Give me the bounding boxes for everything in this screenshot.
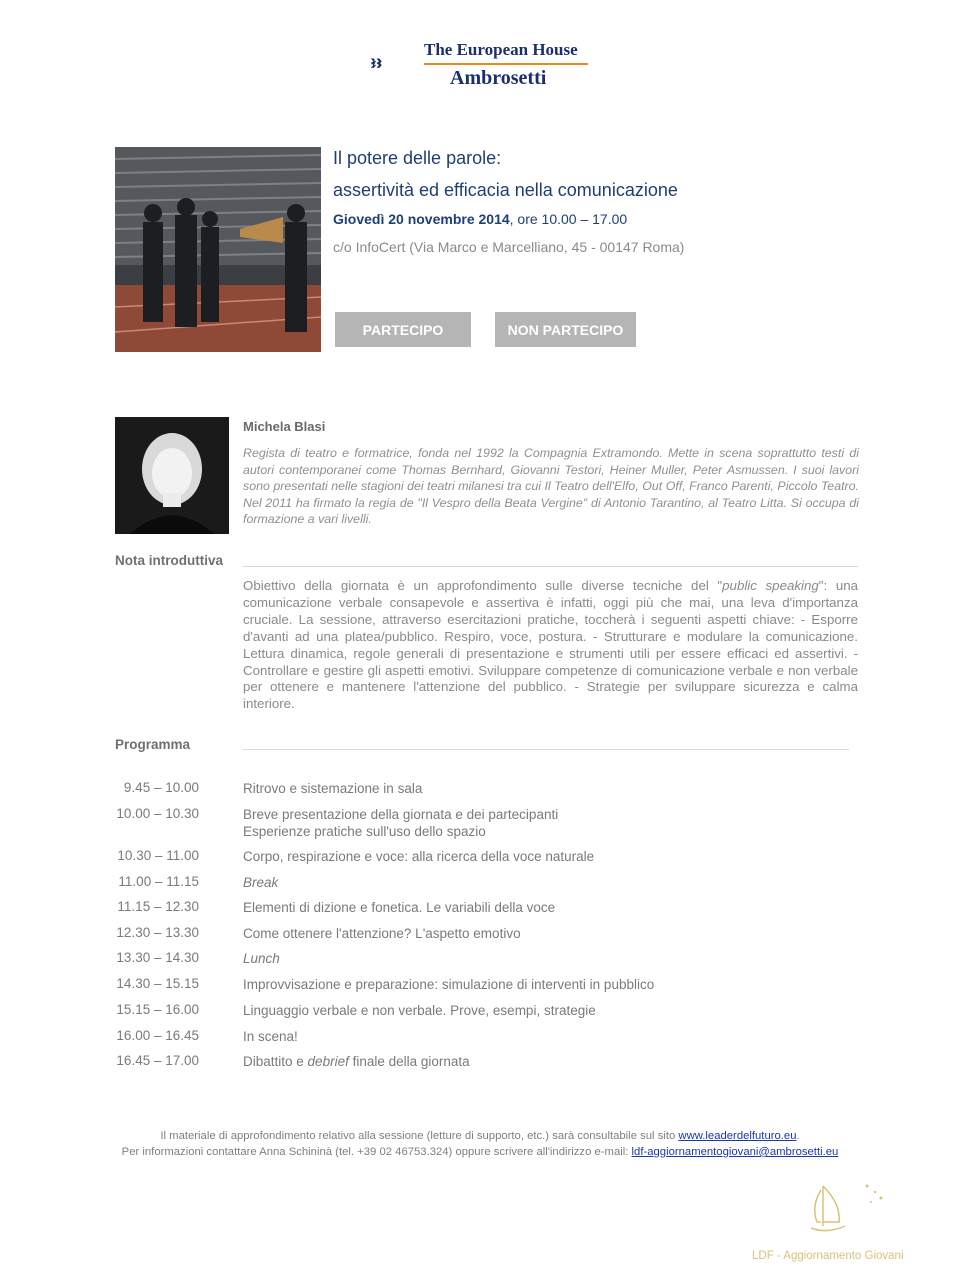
participate-button[interactable]: PARTECIPO [335, 312, 471, 347]
intro-divider [243, 566, 858, 567]
program-time: 16.45 – 17.00 [116, 1053, 199, 1068]
intro-text [243, 578, 858, 713]
email-link[interactable]: ldf-aggiornamentogiovani@ambrosetti.eu [631, 1146, 839, 1158]
hero-megaphone-image [115, 147, 321, 352]
event-title-line1: Il potere delle parole: [333, 148, 502, 168]
ambrosetti-logo-icon [370, 38, 424, 88]
program-activity: Improvvisazione e preparazione: simulazione di interventi in pubblico [243, 977, 655, 992]
intro-section-label: Nota introduttiva [115, 553, 223, 568]
event-time: , ore 10.00 – 17.00 [509, 211, 628, 227]
footer-line1-text: Il materiale di approfondimento relativo alla sessione (letture di supporto, etc.) sarà consultabile sul sito [160, 1130, 679, 1142]
program-time: 11.00 – 11.15 [118, 874, 199, 889]
program-time: 15.15 – 16.00 [116, 1002, 199, 1017]
program-activity [243, 1053, 470, 1070]
program-section-label: Programma [115, 737, 191, 752]
program-activity: Come ottenere l'attenzione? L'aspetto emotivo [243, 926, 521, 941]
program-divider [243, 749, 849, 750]
website-link[interactable]: www.leaderdelfuturo.eu [678, 1130, 797, 1142]
program-time: 13.30 – 14.30 [116, 950, 199, 965]
program-activity: Linguaggio verbale e non verbale. Prove, esempi, strategie [243, 1003, 596, 1018]
program-time: 11.15 – 12.30 [117, 899, 199, 914]
program-activity-line1: Breve presentazione della giornata e dei partecipanti [243, 807, 559, 822]
sailboat-logo-icon [805, 1178, 885, 1244]
event-date [333, 211, 627, 227]
intro-text-italic: public speaking [722, 578, 819, 593]
event-venue: c/o InfoCert (Via Marco e Marcelliano, 45 - 00147 Roma) [333, 239, 685, 255]
speaker-bio: Regista di teatro e formatrice, fonda nel 1992 la Compagnia Extramondo. Mette in scena soprattutto testi di autori contemporanei come Thomas Bernhard, Giovanni Testori, Heiner Muller, Peter Asmussen. I suoi lavori sono presentati nelle stagioni dei teatri milanesi tra cui Il Teatro dell'Elfo, Out Off, Franco Parenti, Piccolo Teatro. Nel 2011 ha firmato la regia de "Il Vespro della Beata Vergine" di Antonio Tarantino, al Teatro Litta. Si occupa di formazione a vari livelli. [243, 446, 859, 527]
program-activity: In scena! [243, 1029, 298, 1044]
logo-subtitle: Ambrosetti [450, 67, 547, 89]
event-date-bold: Giovedì 20 novembre 2014 [333, 211, 510, 227]
program-activity: Lunch [243, 951, 280, 966]
program-activity: Elementi di dizione e fonetica. Le variabili della voce [243, 900, 556, 915]
speaker-portrait-image [115, 417, 229, 534]
event-title-line2: assertività ed efficacia nella comunicazione [333, 180, 678, 200]
intro-text-start: Obiettivo della giornata è un approfondimento sulle diverse tecniche del " [243, 578, 723, 593]
program-activity-line2: Esperienze pratiche sull'uso dello spazio [243, 824, 486, 839]
footer-brand: LDF - Aggiornamento Giovani [752, 1250, 904, 1262]
footer-line2 [0, 1144, 960, 1160]
program-time: 9.45 – 10.00 [123, 780, 199, 795]
program-activity [243, 806, 558, 840]
footer-line2-text: Per informazioni contattare Anna Schininà (tel. +39 02 46753.324) oppure scrivere all'indirizzo e-mail: [121, 1146, 632, 1158]
program-activity: Ritrovo e sistemazione in sala [243, 781, 423, 796]
program-activity-italic: debrief [307, 1054, 349, 1069]
footer-line1-end: . [796, 1130, 800, 1142]
program-time: 16.00 – 16.45 [116, 1028, 199, 1043]
program-time: 10.30 – 11.00 [117, 848, 199, 863]
footer-line1 [0, 1128, 960, 1144]
logo-title: The European House [424, 40, 578, 59]
program-activity-start: Dibattito e [243, 1054, 308, 1069]
intro-text-end: ": una comunicazione verbale consapevole e assertiva è infatti, oggi più che mai, una leva d'importanza cruciale. La sessione, attraverso esercitazioni pratiche, toccherà i seguenti aspetti chiave: - Esporre d'avanti ad una platea/pubblico. Respiro, voce, postura. - Strutturare e modulare la comunicazione. Lettura dinamica, regole generali di presentazione e strumenti utili per essere efficaci ed assertivi. - Controllare e gestire gli aspetti emotivi. Sviluppare competenze di comunicazione verbale e non verbale per ottenere e mantenere l'attenzione del pubblico. - Strategie per sviluppare sicurezza e calma interiore. [243, 578, 858, 712]
not-participate-button[interactable]: NON PARTECIPO [495, 312, 636, 347]
program-activity: Corpo, respirazione e voce: alla ricerca della voce naturale [243, 849, 595, 864]
logo-divider [424, 63, 588, 65]
program-time: 12.30 – 13.30 [116, 925, 199, 940]
program-time: 14.30 – 15.15 [116, 976, 199, 991]
program-activity: Break [243, 875, 279, 890]
program-time: 10.00 – 10.30 [116, 806, 199, 821]
speaker-name: Michela Blasi [243, 419, 326, 434]
program-activity-end: finale della giornata [348, 1054, 470, 1069]
